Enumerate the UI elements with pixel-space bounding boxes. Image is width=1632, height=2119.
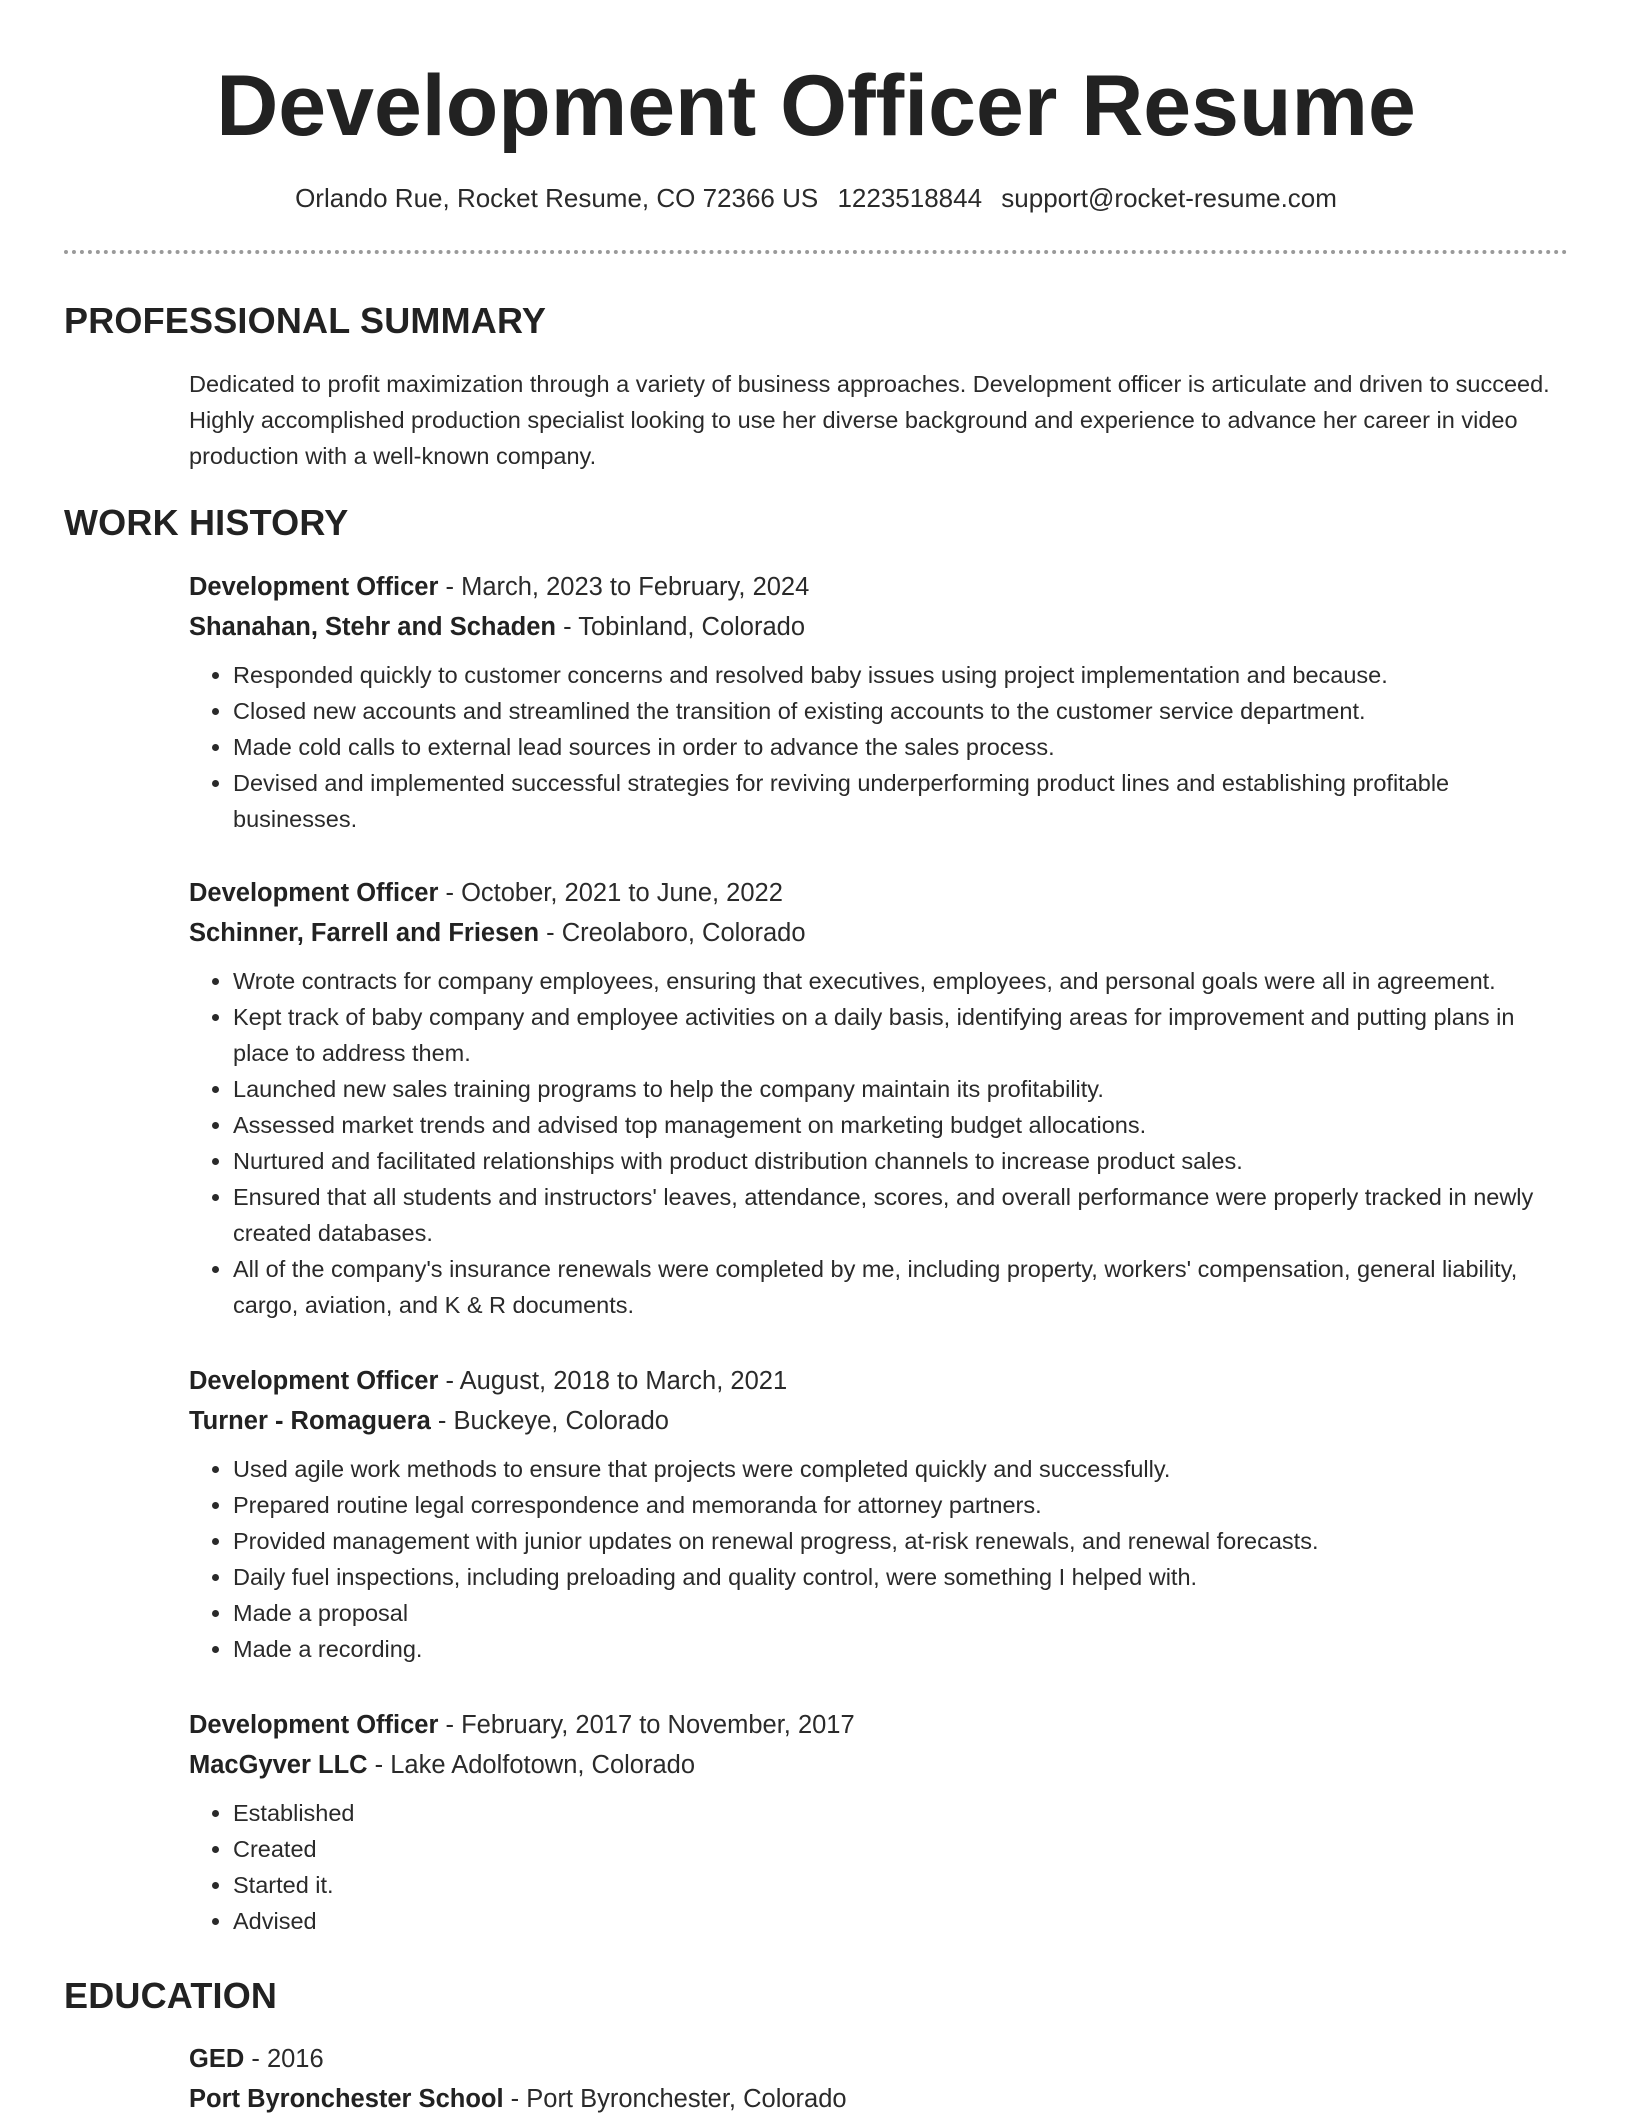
job-company-line [189,1401,1569,1441]
job-role-line [189,1705,1569,1745]
job-bullet: • Wrote contracts for company employees, ensuring that executives, employees, and personal goals were all in agreement. [233,963,1569,999]
job-bullet: • Made cold calls to external lead sources in order to advance the sales process. [233,729,1569,765]
job-bullet: • Used agile work methods to ensure that projects were completed quickly and successfully. [233,1451,1569,1487]
job-dates: March, 2023 to February, 2024 [461,573,810,601]
job-bullet: • Nurtured and facilitated relationships with product distribution channels to increase product sales. [233,1143,1569,1179]
header-divider [64,250,1568,254]
job-bullet: • Devised and implemented successful strategies for reviving underperforming product lines and establishing profitable businesses. [233,765,1569,837]
education-separator: - [244,2045,267,2073]
job-role-line [189,567,1569,607]
job-entry [189,873,1569,1323]
job-entry [189,1705,1569,1939]
job-location: Creolaboro, Colorado [561,919,806,947]
job-bullet: • Kept track of baby company and employee activities on a daily basis, identifying areas for improvement and putting plans in place to address them. [233,999,1569,1071]
job-bullet: • Daily fuel inspections, including preloading and quality control, were something I helped with. [233,1559,1569,1595]
job-role-line [189,873,1569,913]
resume-title: Development Officer Resume [216,58,1416,154]
job-company: Shanahan, Stehr and Schaden [189,613,556,641]
education-heading: EDUCATION [64,1975,278,2016]
job-location: Tobinland, Colorado [578,613,806,641]
contact-email: support@rocket-resume.com [1001,183,1337,213]
job-dates: August, 2018 to March, 2021 [459,1367,788,1395]
job-bullet-list [189,1451,1569,1667]
job-bullet: • Prepared routine legal correspondence and memoranda for attorney partners. [233,1487,1569,1523]
education-separator: - [503,2085,527,2113]
job-separator: - [430,1407,454,1435]
summary-heading: PROFESSIONAL SUMMARY [64,300,547,341]
job-bullet: • All of the company's insurance renewals were completed by me, including property, workers' compensation, general liability, cargo, aviation, and K & R documents. [233,1251,1569,1323]
job-bullet: • Established [233,1795,1569,1831]
work-history-heading: WORK HISTORY [64,502,349,543]
job-bullet: • Ensured that all students and instructors' leaves, attendance, scores, and overall performance were properly tracked in newly created databases. [233,1179,1569,1251]
job-bullet-list [189,1795,1569,1939]
job-bullet: • Provided management with junior updates on renewal progress, at-risk renewals, and renewal forecasts. [233,1523,1569,1559]
job-role: Development Officer [189,879,439,907]
job-company: MacGyver LLC [189,1751,368,1779]
summary-text: Dedicated to profit maximization through a variety of business approaches. Development officer is articulate and driven to succeed. Highly accomplished production specialist looking to use her diverse background and experience to advance her career in video production with a well-known company. [189,371,1550,469]
contact-address: Orlando Rue, Rocket Resume, CO 72366 US [295,183,819,213]
job-bullet: • Made a recording. [233,1631,1569,1667]
job-separator: - [438,1367,460,1395]
job-bullet: • Started it. [233,1867,1569,1903]
job-bullet: • Assessed market trends and advised top management on marketing budget allocations. [233,1107,1569,1143]
job-bullet: • Responded quickly to customer concerns and resolved baby issues using project implementation and because. [233,657,1569,693]
job-separator: - [438,573,462,601]
job-separator: - [438,879,462,907]
job-company: Schinner, Farrell and Friesen [189,919,540,947]
job-role: Development Officer [189,1711,439,1739]
job-bullet: • Launched new sales training programs to help the company maintain its profitability. [233,1071,1569,1107]
job-role-line [189,1361,1569,1401]
education-school: Port Byronchester School [189,2085,504,2113]
job-bullet: • Created [233,1831,1569,1867]
job-role: Development Officer [189,573,439,601]
job-company-line [189,607,1569,647]
job-company-line [189,913,1569,953]
job-bullet-list [189,657,1569,837]
education-degree: GED [189,2045,245,2073]
job-company-line [189,1745,1569,1785]
job-bullet: • Made a proposal [233,1595,1569,1631]
job-separator: - [556,613,579,641]
job-role: Development Officer [189,1367,439,1395]
contact-line [0,180,1632,216]
job-bullet-list [189,963,1569,1323]
job-bullet: • Advised [233,1903,1569,1939]
job-dates: February, 2017 to November, 2017 [461,1711,855,1739]
education-location: Port Byronchester, Colorado [526,2085,847,2113]
job-company: Turner - Romaguera [189,1407,431,1435]
education-degree-line [189,2039,1569,2079]
contact-phone: 1223518844 [837,183,983,213]
education-year: 2016 [266,2045,324,2073]
job-separator: - [438,1711,462,1739]
education-entry [189,2039,1569,2119]
job-separator: - [367,1751,391,1779]
job-bullet: • Closed new accounts and streamlined the transition of existing accounts to the customer service department. [233,693,1569,729]
job-dates: October, 2021 to June, 2022 [461,879,783,907]
job-location: Lake Adolfotown, Colorado [390,1751,696,1779]
job-entry [189,1361,1569,1667]
job-separator: - [539,919,562,947]
job-location: Buckeye, Colorado [453,1407,669,1435]
education-school-line [189,2079,1569,2119]
job-entry [189,567,1569,837]
